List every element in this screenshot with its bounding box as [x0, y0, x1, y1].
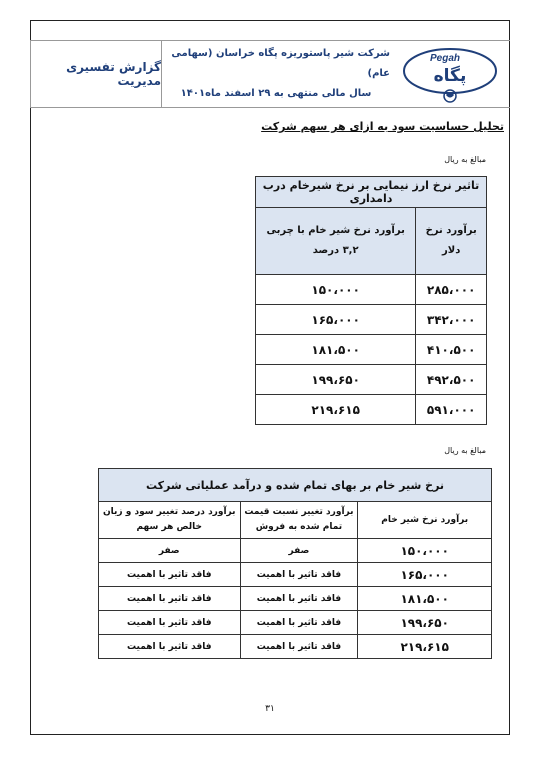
fiscal-period: سال مالی منتهی به ۲۹ اسفند ماه۱۴۰۱: [180, 88, 372, 99]
column-header-eps-change: برآورد درصد تغییر سود و زیان خالص هر سهم: [99, 502, 241, 539]
dollar-rate-cell: ۴۹۲،۵۰۰: [416, 365, 487, 395]
table-row: [256, 275, 487, 305]
table-row: [99, 587, 492, 611]
milk-rate-cell: ۱۸۱،۵۰۰: [358, 587, 492, 611]
raw-milk-impact-table: [98, 468, 492, 659]
milk-rate-cell: ۱۹۹،۶۵۰: [256, 365, 416, 395]
table-row: [256, 365, 487, 395]
milk-rate-cell: ۱۹۹،۶۵۰: [358, 611, 492, 635]
exchange-rate-table: [255, 176, 487, 425]
page-number: ۳۱: [265, 704, 275, 714]
section-title: تحلیل حساسیت سود به ازای هر سهم شرکت: [261, 120, 504, 133]
column-header-milk-rate: برآورد نرخ شیر خام: [358, 502, 492, 539]
logo-persian-text: پگاه: [433, 66, 467, 86]
logo-latin-text: Pegah: [430, 53, 461, 64]
dollar-rate-cell: ۳۴۲،۰۰۰: [416, 305, 487, 335]
dollar-rate-cell: ۴۱۰،۵۰۰: [416, 335, 487, 365]
eps-change-cell: فاقد تاثیر با اهمیت: [99, 611, 241, 635]
cost-ratio-cell: فاقد تاثیر با اهمیت: [240, 611, 358, 635]
company-info: [161, 41, 390, 107]
table-title: تاثیر نرخ ارز نیمایی بر نرخ شیرخام درب دامداری: [256, 177, 487, 208]
amount-note: مبالغ به ریال: [444, 446, 486, 455]
milk-rate-cell: ۲۱۹،۶۱۵: [358, 635, 492, 659]
milk-rate-cell: ۱۵۰،۰۰۰: [358, 539, 492, 563]
eps-change-cell: فاقد تاثیر با اهمیت: [99, 635, 241, 659]
cost-ratio-cell: فاقد تاثیر با اهمیت: [240, 563, 358, 587]
company-name: شرکت شیر پاستوریزه پگاه خراسان (سهامی عام): [171, 48, 390, 79]
table-row: [99, 563, 492, 587]
report-title: گزارش تفسیری مدیریت: [30, 41, 161, 107]
pegah-logo: [390, 41, 510, 107]
eps-change-cell: صفر: [99, 539, 241, 563]
column-header-cost-ratio: برآورد تغییر نسبت قیمت تمام شده به فروش: [240, 502, 358, 539]
cost-ratio-cell: فاقد تاثیر با اهمیت: [240, 587, 358, 611]
milk-rate-cell: ۱۶۵،۰۰۰: [256, 305, 416, 335]
column-header-dollar: برآورد نرخ دلار: [416, 208, 487, 275]
column-header-milk-rate: برآورد نرخ شیر خام با چربی ۳,۲ درصد: [256, 208, 416, 275]
amount-note: مبالغ به ریال: [444, 155, 486, 164]
table-row: [99, 635, 492, 659]
table-row: [256, 305, 487, 335]
milk-rate-cell: ۱۵۰،۰۰۰: [256, 275, 416, 305]
table-row: [256, 335, 487, 365]
eps-change-cell: فاقد تاثیر با اهمیت: [99, 587, 241, 611]
milk-rate-cell: ۱۶۵،۰۰۰: [358, 563, 492, 587]
dollar-rate-cell: ۲۸۵،۰۰۰: [416, 275, 487, 305]
cost-ratio-cell: صفر: [240, 539, 358, 563]
table-row: [99, 539, 492, 563]
milk-rate-cell: ۲۱۹،۶۱۵: [256, 395, 416, 425]
table-row: [256, 395, 487, 425]
table-row: [99, 611, 492, 635]
table-title: نرخ شیر خام بر بهای تمام شده و درآمد عملیاتی شرکت: [99, 469, 492, 502]
pegah-logo-icon: [398, 43, 502, 105]
eps-change-cell: فاقد تاثیر با اهمیت: [99, 563, 241, 587]
page-header: [30, 40, 510, 108]
milk-rate-cell: ۱۸۱،۵۰۰: [256, 335, 416, 365]
dollar-rate-cell: ۵۹۱،۰۰۰: [416, 395, 487, 425]
cost-ratio-cell: فاقد تاثیر با اهمیت: [240, 635, 358, 659]
